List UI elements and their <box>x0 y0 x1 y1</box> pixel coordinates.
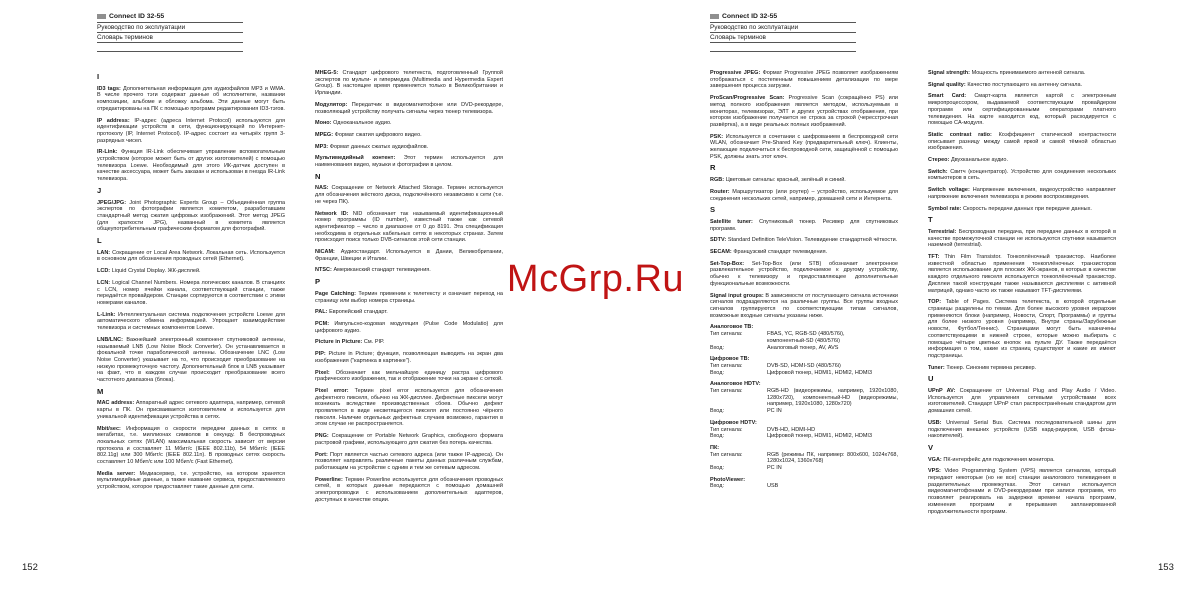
glossary-definition: Progressive Scan (сокращённо PS) или метод полного изображения является методом, используемым в мониторах, телевизорах, ЭЛТ и других устройствах отображения, при котором изображение получается не строка за строкой (чересстрочная развёртка), а в виде реальных полных изображений. <box>710 95 898 128</box>
section-letter: P <box>315 277 321 287</box>
glossary-definition: Обозначает как мельчайшую единицу растра цифрового графического изображения, так и отображение точки на экране с сеткой. <box>315 369 503 383</box>
glossary-term: LCD: <box>97 268 111 275</box>
glossary-entry <box>710 249 898 256</box>
page-header <box>710 13 856 52</box>
glossary-definition: ПК-интерфейс для подключения монитора. <box>941 456 1055 463</box>
glossary-entry <box>315 477 503 504</box>
signal-row-key <box>710 338 767 345</box>
glossary-entry <box>97 400 285 420</box>
signal-group <box>710 324 898 355</box>
glossary-term: MPEG: <box>315 131 334 138</box>
glossary-definition: Этот термин используется для наименования видео, музыки и фотографии в целом. <box>315 155 504 169</box>
glossary-entry <box>710 177 898 184</box>
section-letter: V <box>928 442 934 452</box>
glossary-entry <box>97 337 285 384</box>
signal-row-value: PC IN <box>767 465 782 472</box>
glossary-term: Progressive JPEG: <box>710 70 761 76</box>
glossary-definition: Liquid Crystal Display. ЖК-дисплей. <box>110 268 201 275</box>
glossary-definition: Импульсно-кодовая модуляция (Pulse Code Modulatio) для цифрового аудио. <box>315 320 503 334</box>
glossary-term: Static contrast ratio: <box>928 131 992 138</box>
spacer <box>710 490 898 494</box>
glossary-term: PNG: <box>315 433 329 440</box>
signal-row-key: Вход: <box>710 483 724 490</box>
signal-row-key: Тип сигнала: <box>710 426 743 433</box>
glossary-term: USB: <box>928 419 942 426</box>
signal-row-key: Вход: <box>710 344 724 351</box>
header-marker <box>710 14 719 19</box>
glossary-definition: Формат Progressive JPEG позволяет изображениям отображаться с постепенным повышением детализации по мере завершения процесса загрузки. <box>710 70 898 90</box>
glossary-definition: Set-Top-Box (или STB) обозначает электронное развлекательное устройство, подключаемое к другому устройству, обычно к телевизору и предоставляющее дополнительные функциональные возможности. <box>710 260 898 287</box>
glossary-entry <box>315 351 503 364</box>
glossary-entry <box>928 157 1116 164</box>
glossary-term: MAC address: <box>97 400 135 407</box>
signal-row <box>710 483 898 490</box>
glossary-definition: Функция IR-Link обеспечивает управление вспомогательным устройством (которое может быть от других изготовителей) с помощью телевизора Loewe. Необходимый для этого ИК-датчик доступен в качестве аксессуара, может быть заказан и использован в гнезда IR-Link телевизора. <box>97 149 285 183</box>
glossary-definition: Термин применим к телетексту и означает переход на страницу или выбор номера страницы. <box>315 290 503 304</box>
glossary-term: MHEG-5: <box>315 70 339 76</box>
spacer <box>710 440 898 444</box>
signal-row-key: Тип сигнала: <box>710 388 743 395</box>
glossary-term: LNB/LNC: <box>97 336 123 343</box>
glossary-term: Network ID: <box>315 210 349 217</box>
glossary-definition: Качество поступающего на антенну сигнала. <box>965 81 1083 88</box>
glossary-entry <box>315 132 503 139</box>
signal-row-value: компонентный-SD (480/576i) <box>767 337 840 344</box>
glossary-entry <box>315 155 503 168</box>
glossary-entry <box>97 426 285 466</box>
signal-group <box>710 381 898 419</box>
glossary-term: Picture in Picture: <box>315 339 363 346</box>
glossary-term: SECAM: <box>710 249 732 256</box>
signal-row <box>710 363 898 370</box>
glossary-term: JPEG/JPG: <box>97 199 127 206</box>
section-letter: I <box>97 72 100 81</box>
glossary-term: Symbol rate: <box>928 205 962 212</box>
signal-group-title: Цифровое ТВ: <box>710 356 750 363</box>
glossary-entry <box>928 187 1116 200</box>
glossary-entry <box>315 433 503 446</box>
glossary-definition: Мощность принимаемого антенной сигнала. <box>969 70 1086 76</box>
glossary-definition: Важнейший электронный компонент спутниковой антенны, называемый LNB (Low Noise Block Converter). Он устанавливается в фокальной точке параболической антенны. Обозначение LNC (Low Noise Converter) указывает на то, что происходит преобразование на низкую промежуточную частоту. Дополнительный блок в LNB указывает на факт, что в каждом случае происходит преобразование всего частотного диапазона (блока). <box>97 336 285 384</box>
signal-group-title: Аналоговое HDTV: <box>710 381 761 388</box>
glossary-term: Модулятор: <box>315 101 348 108</box>
signal-row-key: Вход: <box>710 433 724 440</box>
header-rule <box>710 43 856 52</box>
glossary-definition: Интеллектуальная система подключения устройств Loewe для автоматического обмена информацией. Упрощает взаимодействие телевизора и системных компонентов Loewe. <box>97 311 285 332</box>
glossary-term: Powerline: <box>315 476 343 483</box>
glossary-definition: Коэффициент статической контрастности описывает разницу между самой яркой и самой тёмной областью изображения. <box>928 131 1116 152</box>
header-title: Connect ID 32-55 <box>722 13 778 20</box>
glossary-definition: IP-адрес (адреса Internet Protocol) используются для идентификации устройств в сети, функционирующей по Интернет-протоколу (IP, Internet Protocol). IP-адрес состоит из четырёх групп 3-разрядных чисел. <box>97 117 285 144</box>
glossary-entry <box>928 365 1116 372</box>
glossary-term: NTSC: <box>315 267 332 274</box>
glossary-term: LAN: <box>97 249 111 256</box>
glossary-entry <box>928 420 1116 440</box>
glossary-term: UPnP AV: <box>928 388 956 395</box>
glossary-term: RGB: <box>710 177 725 184</box>
glossary-definition: NID обозначает так называемый идентификационный номер программы (ID number), известный также как сетевой идентификатор – число в диапазоне от 0 до 8191. Эта спецификация необходима в отдельных кабельных сетях в некоторых странах. Затем происходит поиск только DVB-сигналов этой сети станции. <box>315 210 503 244</box>
glossary-term: Smart Card: <box>928 93 967 100</box>
glossary-term: VPS: <box>928 468 941 475</box>
glossary-entry <box>710 219 898 232</box>
signal-row-key: Вход: <box>710 465 724 472</box>
glossary-term: IP address: <box>97 117 130 124</box>
signal-row <box>710 433 898 440</box>
glossary-definition: Дополнительная информация для аудиофайлов MP3 и WMA. В числе прочего тэги содержат данные об исполнителе, названии композиции, альбоме и обложку альбома. Эти данные могут быть отредактированы на ПК с помощью программ редактирования ID3-тэгов. <box>97 85 285 112</box>
signal-row-value: Цифровой тюнер, HDMI1, HDMI2, HDMI3 <box>767 433 873 440</box>
glossary-term: Switch: <box>928 168 948 175</box>
section-letter: S <box>710 205 716 215</box>
glossary-term: PIP: <box>315 351 326 358</box>
watermark: McGrp.Ru <box>506 258 685 300</box>
glossary-definition: Скорость передачи данных при передаче данных. <box>961 205 1092 212</box>
glossary-definition: Медиасервер, т.е. устройство, на котором хранятся мультимедийные данные, а также название сервиса, предоставляемого устройством, которое предоставляет такие данные для сети. <box>97 470 285 491</box>
glossary-term: Signal quality: <box>928 81 966 88</box>
glossary-entry <box>928 468 1116 515</box>
spacer <box>710 351 898 355</box>
glossary-term: IR-Link: <box>97 149 118 156</box>
glossary-entry <box>97 118 285 145</box>
signal-group <box>710 420 898 444</box>
glossary-term: Satellite tuner: <box>710 218 753 225</box>
glossary-term: Terrestrial: <box>928 228 957 235</box>
glossary-definition: Передатчик в видеомагнитофоне или DVD-рекордере, позволяющий устройству получать сигналы через тюнер телевизора. <box>315 101 503 115</box>
signal-row <box>710 370 898 377</box>
signal-row <box>710 331 898 338</box>
section-letter: J <box>97 185 102 195</box>
glossary-term: PCM: <box>315 320 330 327</box>
glossary-definition: Thin Film Transistor. Тонкоплёночный транзистор. Наиболее известной областью применения тонкоплёночных транзисторов является использование для плоских ЖК-экранов, в которых в качестве каждого отдельного пикселя используется тонкоплёночный транзистор. Дисплеи такой конструкции также называются дисплеями с активной матрицей, однако часто их также называют TFT-дисплеями. <box>928 254 1116 294</box>
glossary-definition: Беспроводная передача, при передаче данных в которой в качестве промежуточной станции не используются спутники называется наземной (terrestrial). <box>928 228 1116 249</box>
glossary-entry <box>928 299 1116 359</box>
signal-row-key: Тип сигнала: <box>710 331 743 338</box>
glossary-entry <box>315 70 503 97</box>
page-number-left: 152 <box>22 562 38 573</box>
glossary-entry <box>315 370 503 383</box>
signal-group <box>710 356 898 380</box>
glossary-term: Tuner: <box>928 364 945 371</box>
glossary-term: ID3 tags: <box>97 85 121 92</box>
glossary-definition: Logical Channel Numbers. Номера логических каналов. В станциях с LCN, номер ячейки канала, соответствующий станции, также передаётся провайдером. Станции сортируются в соответствии с этими номерами каналов. <box>97 279 285 306</box>
signal-group <box>710 477 898 494</box>
glossary-definition: См. PIP. <box>362 339 385 346</box>
spacer <box>710 376 898 380</box>
glossary-entry <box>928 169 1116 182</box>
glossary-term: Стерео: <box>928 157 950 164</box>
glossary-term: SDTV: <box>710 237 727 244</box>
glossary-definition: Свитч (концентратор). Устройство для соединения нескольких компьютеров в сеть. <box>928 168 1116 182</box>
glossary-definition: Сокращение от Portable Network Graphics, свободного формата растровой графики, использующего для сжатия без потерь качества. <box>315 433 503 446</box>
glossary-term: Мультимедийный контент: <box>315 155 396 162</box>
signal-row-key: Тип сигнала: <box>710 451 743 458</box>
glossary-entry <box>928 82 1116 89</box>
header-marker <box>97 14 106 19</box>
glossary-term: VGA: <box>928 456 942 463</box>
glossary-entry <box>710 189 898 202</box>
glossary-definition: Аппаратный адрес сетевого адаптера, например, сетевой карты в ПК. Он присваивается изготовителем и используется для уникальной идентификации устройства в сетях. <box>97 400 285 420</box>
glossary-definition: Table of Pages. Система телетекста, в которой отдельные страницы разделены по темам. Для более высокого уровня иерархии применяются блоки (например, Новости, Спорт, Программы) и группы для более низкого уровня (например, Внутри страны/Зарубежные новости, Футбол/Теннис). Страницами могут быть назначены соответствующими в нижней строке, которые можно выбирать с помощью чётыре цветных кнопок на пульте ДУ. Также передаётся информация о том, какие из страниц существуют и какие их имеют подстраницы. <box>928 299 1116 359</box>
glossary-entry <box>315 388 503 428</box>
glossary-term: Set-Top-Box: <box>710 260 745 267</box>
signal-row <box>710 345 898 352</box>
glossary-term: Signal strength: <box>928 70 970 76</box>
signal-row-value: RGB (режимы ПК, например: 800x600, 1024x768, 1280x1024, 1360x768) <box>767 451 898 465</box>
glossary-entry <box>315 144 503 151</box>
glossary-entry <box>97 149 285 183</box>
glossary-term: NICAM: <box>315 249 335 256</box>
glossary-definition: Сокращение от Local Area Network. Локальная сеть. Используется в основном для обозначения проводных сетей (Ethernet). <box>97 249 285 263</box>
glossary-entry <box>97 86 285 113</box>
glossary-term: TOP: <box>928 299 942 306</box>
glossary-term: Моно: <box>315 120 332 127</box>
signal-row-value: Аналоговый тюнер, AV, AVS <box>767 344 839 351</box>
glossary-entry <box>315 211 503 245</box>
glossary-entry <box>928 206 1116 213</box>
glossary-entry <box>710 134 898 161</box>
glossary-term: LCN: <box>97 279 111 286</box>
glossary-term: Switch voltage: <box>928 187 970 194</box>
signal-group-title: ПК: <box>710 444 720 451</box>
signal-group-title: PhotoViewer: <box>710 476 746 483</box>
header-subtitle-manual: Руководство по эксплуатации <box>710 22 856 33</box>
glossary-term: Signal input groups: <box>710 292 764 299</box>
glossary-definition: Цветовые сигналы: красный, зелёный и синий. <box>724 177 846 184</box>
glossary-term: Mbit/sec: <box>97 425 121 432</box>
glossary-definition: Европейский стандарт. <box>327 309 388 316</box>
signal-row-value: PC IN <box>767 408 782 415</box>
header-title: Connect ID 32-55 <box>109 13 165 20</box>
signal-group <box>710 445 898 476</box>
glossary-entry <box>97 200 285 234</box>
header-subtitle-manual: Руководство по эксплуатации <box>97 22 243 33</box>
glossary-term: TFT: <box>928 254 940 261</box>
signal-group-title: Аналоговое ТВ: <box>710 324 754 331</box>
signal-row <box>710 465 898 472</box>
section-letter: L <box>97 236 102 246</box>
glossary-definition: Формат данных сжатых аудиофайлов. <box>328 143 429 150</box>
glossary-definition: Сокращение от Network Attached Storage. Термин используется для обозначения жёсткого диска, подключённого независимо к сети (т.е. не через ПК). <box>315 185 503 205</box>
glossary-entry <box>928 229 1116 249</box>
glossary-term: Media server: <box>97 470 136 477</box>
glossary-term: L-Link: <box>97 311 116 318</box>
signal-row <box>710 338 898 345</box>
glossary-entry <box>710 95 898 129</box>
glossary-entry <box>97 471 285 491</box>
glossary-definition: Формат сжатия цифрового видео. <box>333 131 422 138</box>
glossary-entry <box>710 70 898 90</box>
glossary-definition: Одноканальное аудио. <box>331 120 392 127</box>
signal-row-value: FBAS, YC, RGB-SD (480/576i), <box>767 331 845 338</box>
glossary-definition: Напряжение включения, видеоустройство направляет напряжение включения телевизора в режим воспроизведения. <box>928 187 1116 200</box>
glossary-definition: Аудиостандарт. Используется в Дании, Великобритании, Франции, Швеции и Италии. <box>315 249 503 262</box>
section-letter: R <box>710 163 716 173</box>
section-letter: U <box>928 374 934 384</box>
glossary-entry <box>928 132 1116 152</box>
signal-row-value: USB <box>767 483 779 490</box>
signal-row-value: DVB-SD, HDMI-SD (480/576i) <box>767 362 841 369</box>
glossary-definition: Спутниковый тюнер. Ресивер для спутниковых программ. <box>710 218 898 232</box>
glossary-definition: Термин pixel error используется для обозначения дефектного пикселя, обычно на ЖК-дисплее. Дефектные пиксели могут возникать вследствие производственных сбоев. Обычно дефект проявляется в виде несветящегося пикселя или постоянно чёрного пикселя. Наличие отдельных дефектных случаев возможно, гарантия в этом случае не распространяется. <box>315 387 503 428</box>
spacer <box>710 415 898 419</box>
glossary-definition: Маршрутизатор (или роутер) – устройство, используемое для соединения нескольких сетей, например, домашней сети и Интернета. <box>710 188 898 202</box>
signal-row <box>710 452 898 465</box>
glossary-term: Port: <box>315 451 328 458</box>
signal-row <box>710 388 898 408</box>
section-letter: N <box>315 171 321 181</box>
section-letter: M <box>97 386 104 396</box>
glossary-definition: Смарт-карта является картой с электронным микропроцессором, выдаваемой соответствующим провайдером программ или сертифицированными операторами платного телевидения. На карте находится код, который расходируется с помощью CA-модуля. <box>928 93 1116 127</box>
glossary-entry <box>928 388 1116 415</box>
header-subtitle-glossary: Словарь терминов <box>710 33 856 43</box>
glossary-definition: Информация о скорости передачи данных в сетях в мегабитах, т.е. миллионах символов в секунду. В беспроводных локальных сетях (WLAN) максимальная скорость зависит от версии протокола и составляет 11 Мбит/с (IEEE 802.11b), 54 Мбит/с (IEEE 802.11g) или 300 Мбит/с (IEEE 802.11n). В проводных сетях скорость составляет 10 Мбит/с или 100 Мбит/с (Fast Ethernet). <box>97 425 285 466</box>
glossary-entry <box>315 309 503 316</box>
glossary-definition: Сокращение от Universal Plug and Play Audio / Video. Используется для управления сетевыми устройствами всех изготовителей. Стандарт UPnP стал распространённым стандартом для домашних сетей. <box>928 388 1116 415</box>
glossary-entry <box>97 312 285 332</box>
glossary-definition: Universal Serial Bus. Система последовательной шины для подключения внешних устройств (USB кард-ридеров, USB флэш-накопителей). <box>928 419 1116 440</box>
glossary-definition: Двухканальное аудио. <box>949 157 1008 164</box>
glossary-definition: Standard Definition TeleVision. Телевидение стандартной чёткости. <box>726 237 898 244</box>
page-number-right: 153 <box>1158 562 1174 573</box>
glossary-definition: Picture in Picture; функция, позволяющая выводить на экран два изображения ("картинка в картинке"). <box>315 351 503 364</box>
glossary-entry <box>928 457 1116 464</box>
signal-row-value: RGB-HD (видеорежимы, например, 1920x1080, 1280x720), компонентный-HD (видеорежимы, например, 1920x1080, 1280x720) <box>767 388 898 408</box>
header-rule <box>97 43 243 52</box>
glossary-entry <box>928 93 1116 127</box>
glossary-definition: Французский стандарт телевидения. <box>731 249 828 256</box>
glossary-entry <box>315 120 503 127</box>
glossary-entry <box>315 321 503 334</box>
glossary-entry <box>710 237 898 244</box>
glossary-definition: Термин Powerline используется для обозначения проводных сетей, в которых данные передаются с помощью домашней электропроводки с использованием дополнительных адаптеров, доступных в качестве опции. <box>315 476 503 503</box>
signal-row-value: Цифровой тюнер, HDMI1, HDMI2, HDMI3 <box>767 369 873 376</box>
section-letter: T <box>928 215 933 225</box>
glossary-term: ProScan/Progressive Scan: <box>710 95 785 102</box>
signal-group-title: Цифровое HDTV: <box>710 419 757 426</box>
glossary-entry <box>928 70 1116 77</box>
signal-row-value: DVB-HD, HDMI-HD <box>767 426 816 433</box>
signal-row-key: Тип сигнала: <box>710 362 743 369</box>
glossary-definition: Joint Photographic Experts Group – Объединённая группа экспертов по фотографии является комитетом, разработавшим стандартный метод сжатия цифровых изображений. Этот метод JPEG (для краткости JPG), названный в комитета является общеупотребительным графическим форматом для фотографий. <box>97 199 285 233</box>
glossary-term: PSK: <box>710 133 724 140</box>
glossary-term: Pixel error: <box>315 387 349 394</box>
glossary-definition: Video Programming System (VPS) является сигналом, который передают некоторые (но не все) станции аналогового телевидения в разделительных промежутках. Этот сигнал используется видеомагнитофонами и DVD-рекордерами при записи программ, что позволяет реагировать на задержки времени начала программ, изменения программ и прерывания запланированной продолжительности программ. <box>928 468 1116 515</box>
signal-row-key: Вход: <box>710 369 724 376</box>
glossary-term: Pixel: <box>315 369 330 376</box>
glossary-term: NAS: <box>315 185 329 192</box>
glossary-definition: Используется в сочетании с шифрованием в беспроводной сети WLAN, обозначает Pre-Shared Key (предварительный ключ). Клиенты, желающие подключиться к беспроводной сети, защищённой с помощью PSK, должны знать этот ключ. <box>710 133 898 160</box>
header-subtitle-glossary: Словарь терминов <box>97 33 243 43</box>
glossary-definition: Тюнер. Синоним термина ресивер. <box>944 364 1037 371</box>
glossary-definition: Американский стандарт телевидения. <box>331 267 431 274</box>
glossary-term: Page Catching: <box>315 290 356 297</box>
glossary-entry <box>315 339 503 346</box>
glossary-entry <box>315 452 503 472</box>
glossary-entry <box>315 102 503 115</box>
glossary-term: Router: <box>710 188 730 195</box>
page-header <box>97 13 243 52</box>
signal-row <box>710 408 898 415</box>
glossary-entry <box>315 185 503 205</box>
spacer <box>710 472 898 476</box>
glossary-definition: В зависимости от поступающего сигнала источники сигналов подразделяются на различные группы. Все группы входных сигналов группируются по соответствующим типам сигналов, возможные входные сигналы указаны ниже. <box>710 292 898 319</box>
glossary-definition: Порт является частью сетевого адреса (или также IP-адреса). Он позволяет направлять различные пакеты данных различным службам, работающим на устройстве с одним и тем же сетевым адресом. <box>315 451 503 471</box>
glossary-definition: Стандарт цифрового телетекста, подготовленный Группой экспертов по мульти- и гипермедиа (Multimedia and Hypermedia Expert Group). В настоящее время применяется только в Великобритании и Ирландии. <box>315 70 503 97</box>
glossary-term: PAL: <box>315 309 328 316</box>
signal-row-key: Вход: <box>710 408 724 415</box>
glossary-term: MP3: <box>315 143 329 150</box>
